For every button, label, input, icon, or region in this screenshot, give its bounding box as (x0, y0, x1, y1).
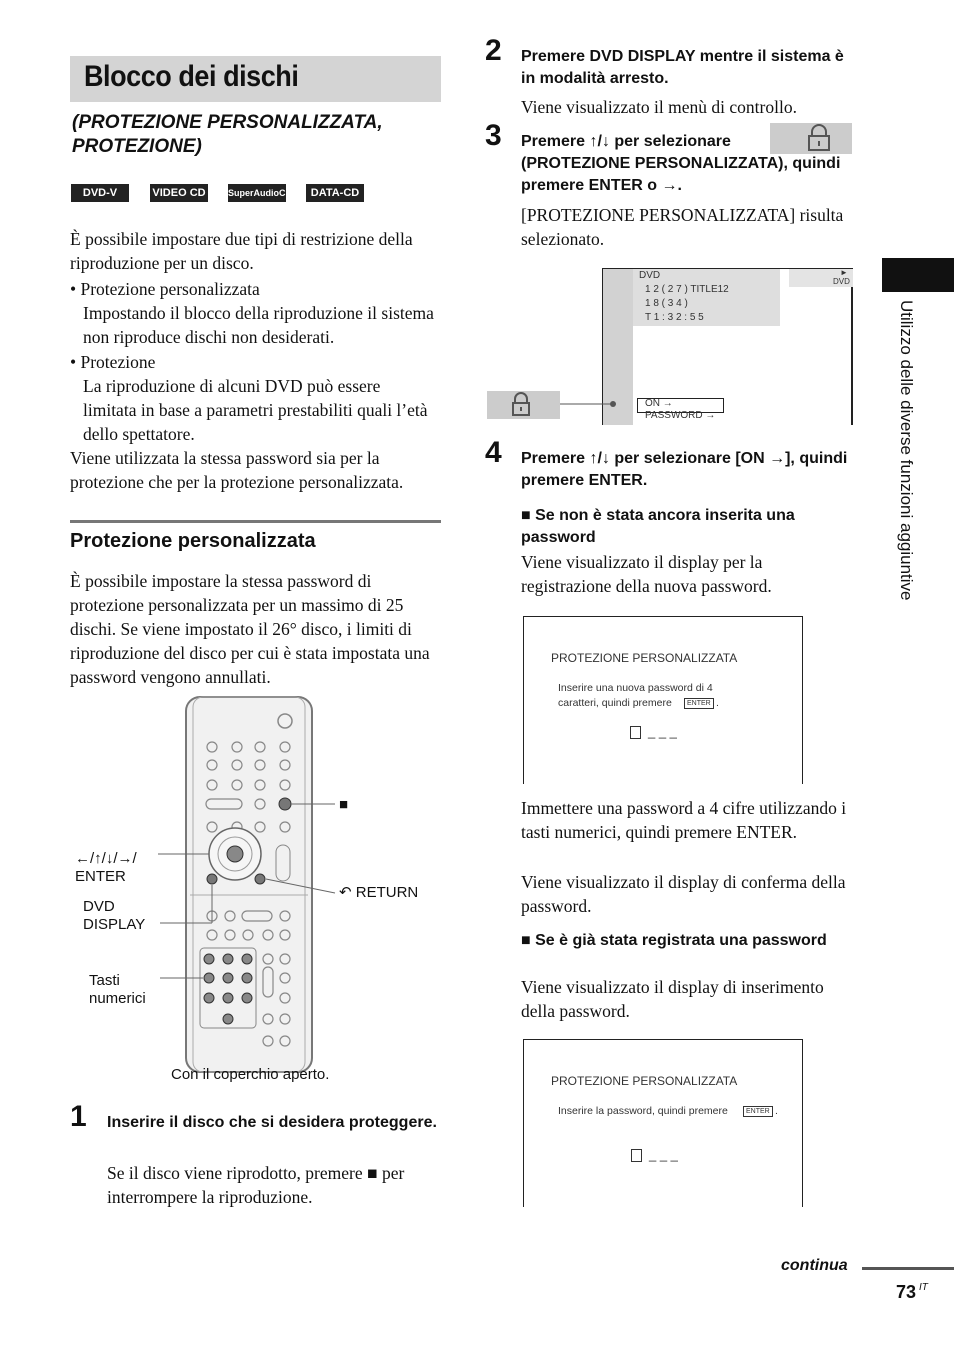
remote-enter-label: ENTER (75, 868, 126, 885)
intro-end-text: Viene utilizzata la stessa password sia per la protezione che per la protezione personalizzata. (70, 448, 404, 492)
page-number: 73 (896, 1282, 917, 1302)
bullet-2-text: La riproduzione di alcuni DVD può essere limitata in base a parametri prestabiliti quali l’età dello spettatore. (83, 376, 428, 444)
screen-a-title: PROTEZIONE PERSONALIZZATA (551, 651, 738, 665)
menu-corner-dvd: DVD (833, 277, 850, 286)
screen-a-enter-key: ENTER (684, 698, 714, 709)
remote-display-label: DISPLAY (83, 916, 146, 933)
step-3-number: 3 (485, 119, 502, 152)
enter-password-screen (523, 1039, 803, 1207)
screen-b-dot: . (775, 1105, 778, 1117)
remote-return-label: ↶ RETURN (339, 884, 419, 901)
menu-line-2: 1 8 ( 3 4 ) (645, 298, 688, 309)
screen-b-title: PROTEZIONE PERSONALIZZATA (551, 1074, 738, 1088)
remote-stop-label: ■ (339, 796, 349, 813)
screen-a-dot: . (716, 697, 719, 709)
page-suffix: IT (919, 1282, 928, 1293)
lock-icon-box (770, 123, 852, 154)
bullet-1-title: • Protezione personalizzata (70, 279, 260, 299)
sub-a-text: Viene visualizzato il display per la registrazione della nuova password. (521, 552, 772, 596)
menu-option-on: ON → (645, 398, 673, 409)
badge-dvd-v: DVD-V (71, 184, 129, 202)
sidebar-section (894, 300, 918, 700)
step-1-number: 1 (70, 1100, 87, 1133)
control-menu-screen (602, 268, 853, 425)
screen-a-password-mask: _ _ _ (648, 724, 677, 739)
screen-a-line-1: Inserire una nuova password di 4 (558, 682, 713, 694)
section-title: Protezione personalizzata (70, 530, 316, 552)
remote-numerici-label: numerici (89, 990, 146, 1007)
remote-arrows-label: ←/↑/↓/→/ (75, 850, 137, 867)
screen-a-cursor-box (630, 726, 641, 739)
menu-dvd-label: DVD (639, 270, 661, 281)
section-text: È possibile impostare la stessa password di protezione personalizzata per un massimo di 25 dischi. Se viene impostato il 26° disco, i limiti di riproduzione del disco per cui è stata impostata una password vengono annullati. (70, 571, 430, 687)
menu-callout-line (560, 398, 620, 410)
sub-b-text: Viene visualizzato il display di inserimento della password. (521, 977, 824, 1021)
screen-b-enter-key: ENTER (743, 1106, 773, 1117)
badge-video-cd: VIDEO CD (150, 184, 208, 202)
step-2-number: 2 (485, 34, 502, 67)
after-a-text-1: Immettere una password a 4 cifre utilizzando i tasti numerici, quindi premere ENTER. (521, 798, 847, 842)
page-title-box (70, 56, 441, 102)
remote-dvd-label: DVD (83, 898, 115, 915)
lock-icon (770, 123, 852, 154)
screen-b-cursor-box (631, 1149, 642, 1162)
menu-line-3: T 1 : 3 2 : 5 5 (645, 312, 704, 323)
screen-b-line-1: Inserire la password, quindi premere (558, 1105, 728, 1117)
sidebar-tab-marker (882, 258, 954, 292)
step-4-number: 4 (485, 436, 502, 469)
remote-tasti-label: Tasti (89, 972, 120, 989)
intro-text: È possibile impostare due tipi di restrizione della riproduzione per un disco. (70, 229, 413, 273)
step-2-text: Viene visualizzato il menù di controllo. (521, 97, 797, 117)
remote-caption: Con il coperchio aperto. (171, 1066, 330, 1083)
page-title: Blocco dei dischi (84, 60, 299, 93)
menu-right-edge (851, 287, 853, 425)
step-1-text: Se il disco viene riprodotto, premere ■ per interrompere la riproduzione. (107, 1163, 405, 1207)
after-a-text-2: Viene visualizzato il display di conferma della password. (521, 872, 846, 916)
sidebar-text: Utilizzo delle diverse funzioni aggiuntive (897, 300, 916, 601)
step-3-text: [PROTEZIONE PERSONALIZZATA] risulta selezionato. (521, 205, 844, 249)
screen-b-password-mask: _ _ _ (649, 1147, 678, 1162)
sub-a-heading: ■ Se non è stata ancora inserita una password (521, 507, 795, 546)
step-3-heading-rest: (PROTEZIONE PERSONALIZZATA), quindi premere ENTER o →. (521, 155, 841, 194)
menu-lock-callout (487, 391, 560, 419)
step-4-heading: Premere ↑/↓ per selezionare [ON →], quindi premere ENTER. (521, 450, 848, 489)
section-rule (70, 520, 441, 523)
badge-super-audio-cd: SuperAudioCD (228, 184, 286, 202)
subtitle: (PROTEZIONE PERSONALIZZATA, PROTEZIONE) (72, 112, 383, 157)
footer-continua: continua (781, 1257, 848, 1274)
bullet-2-title: • Protezione (70, 352, 156, 372)
badge-data-cd: DATA-CD (306, 184, 364, 202)
menu-play-icon: ► (840, 268, 848, 277)
footer-rule (862, 1267, 954, 1270)
lock-icon (487, 391, 560, 419)
step-3-heading-line1: Premere ↑/↓ per selezionare (521, 133, 731, 150)
step-2-heading: Premere DVD DISPLAY mentre il sistema è in modalità arresto. (521, 48, 844, 87)
menu-option-password: PASSWORD → (645, 410, 716, 421)
bullet-1-text: Impostando il blocco della riproduzione il sistema non riproduce dischi non desiderati. (83, 303, 434, 347)
screen-a-line-2: caratteri, quindi premere (558, 697, 672, 709)
sub-b-heading: ■ Se è già stata registrata una password (521, 932, 827, 949)
menu-line-1: 1 2 ( 2 7 ) TITLE12 (645, 284, 729, 295)
new-password-screen (523, 616, 803, 784)
step-1-heading: Inserire il disco che si desidera proteggere. (107, 1114, 437, 1131)
